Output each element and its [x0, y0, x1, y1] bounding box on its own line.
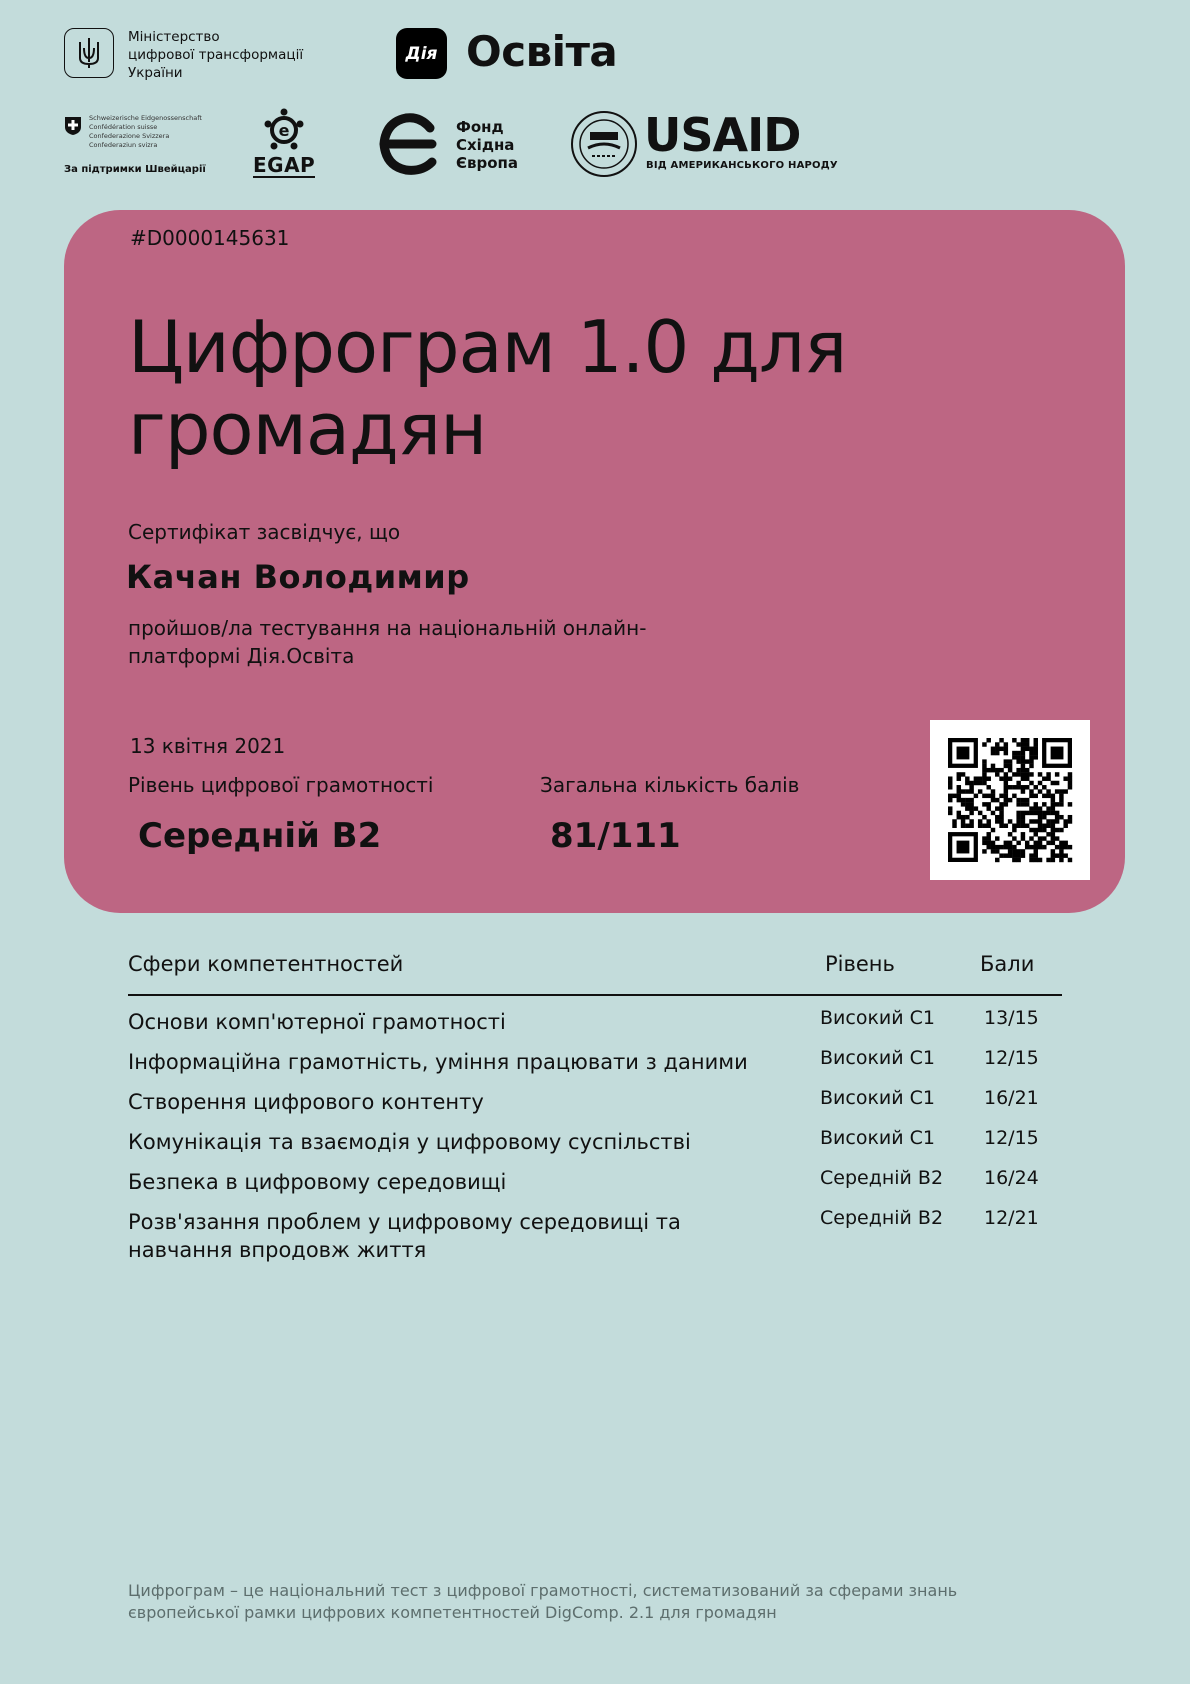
- certificate-date: 13 квітня 2021: [130, 734, 286, 758]
- table-row: [128, 1048, 1062, 1076]
- qr-code[interactable]: [930, 720, 1090, 880]
- row-score: 13/15: [984, 1007, 1039, 1029]
- table-divider: [128, 994, 1062, 996]
- svg-text:e: e: [278, 121, 290, 140]
- row-score: 16/24: [984, 1167, 1039, 1189]
- level-label: Рівень цифрової грамотності: [128, 773, 434, 797]
- swiss-confederation-text: Schweizerische Eidgenossenschaft Confédération suisse Confederazione Svizzera Confederaziun svizra: [89, 114, 202, 149]
- usaid-seal-icon: [570, 110, 638, 178]
- row-level: Середній B2: [820, 1207, 944, 1229]
- certificate-id: #D0000145631: [130, 226, 290, 250]
- row-level: Високий C1: [820, 1007, 936, 1029]
- usaid-subtitle: ВІД АМЕРИКАНСЬКОГО НАРОДУ: [646, 160, 838, 171]
- row-area: Основи комп'ютерної грамотності: [128, 1010, 506, 1034]
- egap-icon: [262, 108, 306, 152]
- table-row: [128, 1008, 1062, 1036]
- level-value: Середній B2: [138, 816, 382, 856]
- ukraine-trident-icon: [64, 28, 114, 78]
- row-score: 12/21: [984, 1207, 1039, 1229]
- passed-statement: пройшов/ла тестування на національній онлайн-платформі Дія.Освіта: [128, 616, 647, 668]
- table-row: [128, 1208, 1062, 1264]
- row-area: Інформаційна грамотність, уміння працювати з даними: [128, 1050, 748, 1074]
- certifies-label: Сертифікат засвідчує, що: [128, 520, 401, 544]
- diia-logo: Дія: [396, 28, 447, 79]
- row-level: Високий C1: [820, 1127, 936, 1149]
- score-value: 81/111: [550, 816, 681, 856]
- certificate-title: Цифрограм 1.0 для громадян: [128, 305, 847, 471]
- swiss-shield-icon: [64, 116, 82, 136]
- table-header-score: Бали: [980, 952, 1035, 976]
- table-row: [128, 1168, 1062, 1196]
- fond-east-europe-icon: [376, 112, 440, 176]
- row-score: 12/15: [984, 1127, 1039, 1149]
- row-score: 12/15: [984, 1047, 1039, 1069]
- competency-table: [128, 1008, 1062, 1276]
- qr-code-image: [930, 720, 1090, 880]
- table-row: [128, 1128, 1062, 1156]
- row-area: Розв'язання проблем у цифровому середовищі та навчання впродовж життя: [128, 1210, 681, 1262]
- table-row: [128, 1088, 1062, 1116]
- swiss-support-label: За підтримки Швейцарії: [64, 164, 206, 175]
- row-area: Комунікація та взаємодія у цифровому суспільстві: [128, 1130, 691, 1154]
- egap-logo-text: EGAP: [253, 153, 316, 177]
- usaid-logo-text: USAID: [644, 108, 801, 162]
- row-area: Безпека в цифровому середовищі: [128, 1170, 507, 1194]
- row-level: Середній B2: [820, 1167, 944, 1189]
- table-header-level: Рівень: [825, 952, 895, 976]
- row-level: Високий C1: [820, 1087, 936, 1109]
- score-label: Загальна кількість балів: [540, 773, 800, 797]
- person-name: Качан Володимир: [126, 558, 470, 596]
- row-level: Високий C1: [820, 1047, 936, 1069]
- row-score: 16/21: [984, 1087, 1039, 1109]
- ministry-name: Міністерство цифрової трансформації України: [128, 29, 304, 81]
- osvita-title: Освіта: [466, 27, 618, 76]
- footer-note: Цифрограм – це національний тест з цифрової грамотності, систематизований за сферами знань європейської рамки цифрових компетентностей DigComp. 2.1 для громадян: [128, 1581, 958, 1622]
- row-area: Створення цифрового контенту: [128, 1090, 484, 1114]
- table-header-area: Сфери компетентностей: [128, 952, 404, 976]
- fond-east-europe-text: Фонд Східна Європа: [456, 118, 519, 172]
